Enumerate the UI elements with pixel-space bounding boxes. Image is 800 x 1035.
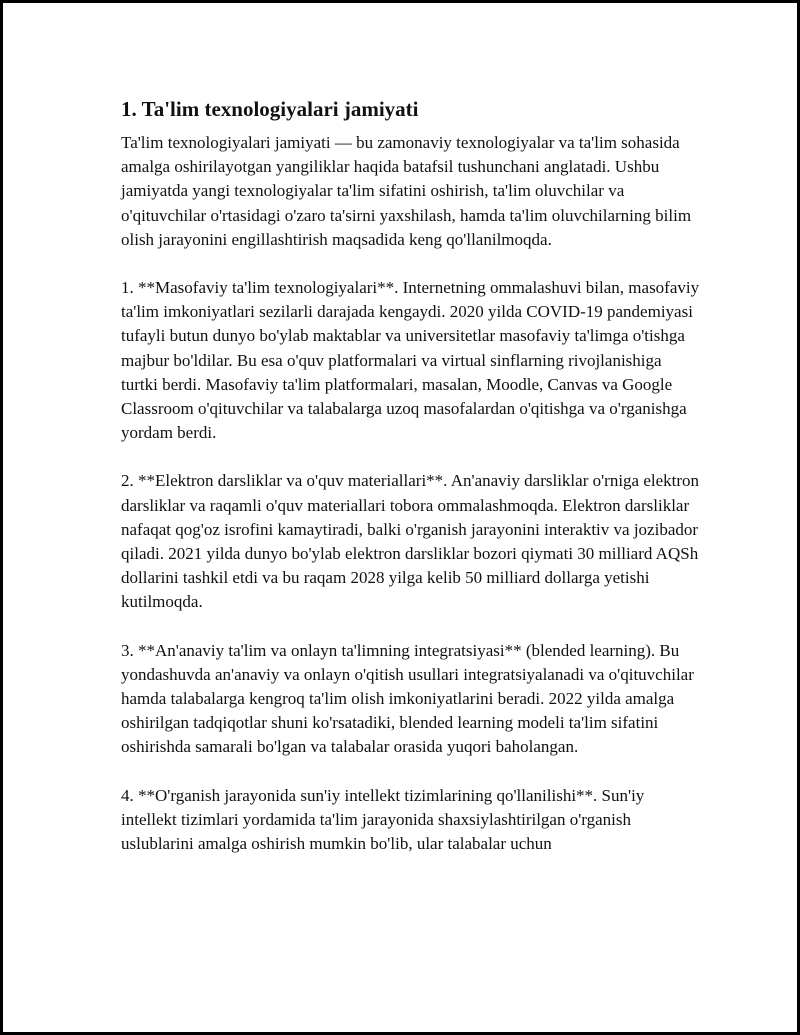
paragraph-distance-learning: 1. **Masofaviy ta'lim texnologiyalari**. Internetning ommalashuvi bilan, masofaviy ta'lim imkoniyatlari sezilarli darajada kengaydi. 2020 yilda COVID-19 pandemiyasi tufayli butun dunyo bo'ylab maktablar va universitetlar masofaviy ta'limga o'tishga majbur bo'ldilar. Bu esa o'quv platformalari va virtual sinflarning rivojlanishiga turtki berdi. Masofaviy ta'lim platformalari, masalan, Moodle, Canvas va Google Classroom o'qituvchilar va talabalarga uzoq masofalardan o'qitishga va o'rganishga yordam berdi. <box>121 278 700 443</box>
paragraph-blended-learning: 3. **An'anaviy ta'lim va onlayn ta'limning integratsiyasi** (blended learning). Bu yondashuvda an'anaviy va onlayn o'qitish usullari integratsiyalanadi va o'qituvchilar hamda talabalarga kengroq ta'lim olish imkoniyatlarini beradi. 2022 yilda amalga oshirilgan tadqiqotlar shuni ko'rsatadiki, blended learning modeli ta'lim sifatini oshirishda samarali bo'lgan va talabalar orasida yuqori baholangan. <box>121 640 694 757</box>
paragraph-electronic-textbooks: 2. **Elektron darsliklar va o'quv materiallari**. An'anaviy darsliklar o'rniga elektron darsliklar va raqamli o'quv materiallari tobora ommalashmoqda. Elektron darsliklar nafaqat qog'oz isrofini kamaytiradi, balki o'rganish jarayonini interaktiv va jozibador qiladi. 2021 yilda dunyo bo'ylab elektron darsliklar bozori qiymati 30 milliard AQSh dollarini tashkil etdi va bu raqam 2028 yilga kelib 50 milliard dollarga yetishi kutilmoqda. <box>121 471 700 612</box>
paragraph-artificial-intelligence: 4. **O'rganish jarayonida sun'iy intellekt tizimlarining qo'llanilishi**. Sun'iy intellekt tizimlari yordamida ta'lim jarayonida shaxsiylashtirilgan o'rganish uslublarini amalga oshirish mumkin bo'lib, ular talabalar uchun <box>121 785 645 854</box>
paragraph-intro: Ta'lim texnologiyalari jamiyati — bu zamonaviy texnologiyalar va ta'lim sohasida amalga oshirilayotgan yangiliklar haqida batafsil tushunchani anglatadi. Ushbu jamiyatda yangi texnologiyalar ta'lim sifatini oshirish, ta'lim oluvchilar va o'qituvchilar o'rtasidagi o'zaro ta'sirni yaxshilash, hamda ta'lim oluvchilarning bilim olish jarayonini engillashtirish maqsadida keng qo'llanilmoqda. <box>121 133 692 249</box>
section-heading: 1. Ta'lim texnologiyalari jamiyati <box>121 97 419 121</box>
document-body <box>121 95 701 880</box>
